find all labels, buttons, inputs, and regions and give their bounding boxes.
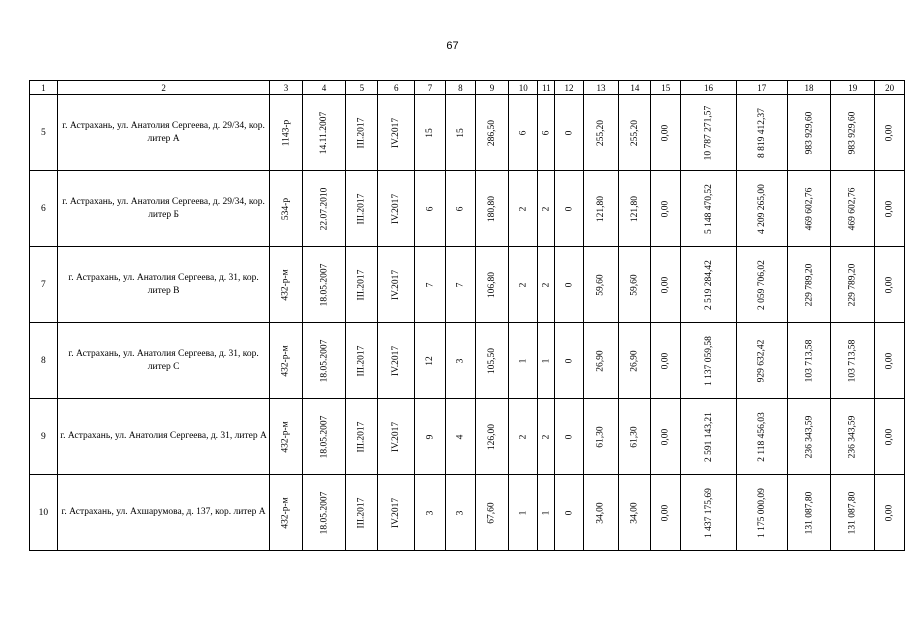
rotated-value: 286,50 bbox=[487, 119, 497, 146]
header-row bbox=[30, 81, 905, 95]
header-cell: 7 bbox=[415, 81, 445, 95]
table-cell bbox=[270, 171, 302, 247]
table-cell bbox=[270, 399, 302, 475]
table-cell bbox=[476, 323, 509, 399]
rotated-value: 432-р-м bbox=[281, 496, 291, 529]
table-cell bbox=[831, 399, 875, 475]
table-cell bbox=[346, 323, 378, 399]
rotated-value: 2 519 284,42 bbox=[703, 259, 714, 310]
rotated-value: 1 bbox=[518, 510, 529, 515]
rotated-value: 121,80 bbox=[596, 195, 607, 222]
table-cell bbox=[619, 247, 651, 323]
table-cell bbox=[875, 95, 905, 171]
rotated-value: 2 591 143,21 bbox=[703, 411, 714, 462]
rotated-value: 0 bbox=[563, 434, 574, 439]
rotated-value: 1143-р bbox=[281, 119, 291, 146]
rotated-value: 229 789,20 bbox=[847, 263, 858, 306]
table-cell bbox=[346, 95, 378, 171]
table-cell bbox=[508, 171, 537, 247]
table-cell bbox=[538, 399, 555, 475]
table-cell bbox=[651, 399, 681, 475]
table-cell bbox=[831, 247, 875, 323]
table-cell bbox=[302, 171, 346, 247]
rotated-value: 61,30 bbox=[596, 425, 607, 448]
rotated-value: 1 175 000,09 bbox=[756, 487, 767, 538]
rotated-value: 22.07.2010 bbox=[319, 187, 330, 230]
header-cell: 2 bbox=[57, 81, 269, 95]
table-cell bbox=[476, 95, 509, 171]
table-cell bbox=[555, 171, 584, 247]
rotated-value: 255,20 bbox=[596, 119, 607, 146]
table-cell bbox=[831, 171, 875, 247]
table-cell bbox=[538, 247, 555, 323]
rotated-value: 34,00 bbox=[629, 501, 640, 524]
page-number: 67 bbox=[446, 40, 459, 52]
table-cell bbox=[508, 323, 537, 399]
rotated-value: 4 209 265,00 bbox=[756, 183, 767, 234]
rotated-value: IV.2017 bbox=[391, 497, 402, 528]
table-cell bbox=[476, 247, 509, 323]
table-cell bbox=[681, 475, 737, 551]
rotated-value: 18.05.2007 bbox=[319, 339, 330, 382]
table-cell bbox=[555, 247, 584, 323]
table-cell bbox=[445, 171, 475, 247]
table-cell: 10 bbox=[30, 475, 58, 551]
table-cell bbox=[681, 323, 737, 399]
table-cell bbox=[619, 323, 651, 399]
table-cell bbox=[651, 171, 681, 247]
rotated-value: 67,60 bbox=[487, 501, 497, 524]
rotated-value: 2 bbox=[518, 282, 529, 287]
rotated-value: 59,60 bbox=[629, 273, 640, 296]
rotated-value: 0 bbox=[563, 510, 574, 515]
table-row bbox=[30, 323, 905, 399]
rotated-value: III.2017 bbox=[356, 193, 367, 224]
table-cell bbox=[681, 95, 737, 171]
table-cell bbox=[555, 95, 584, 171]
table-cell bbox=[508, 399, 537, 475]
rotated-value: 6 bbox=[518, 130, 529, 135]
header-cell: 4 bbox=[302, 81, 346, 95]
table-cell bbox=[681, 171, 737, 247]
header-cell: 17 bbox=[736, 81, 787, 95]
rotated-value: 2 118 456,03 bbox=[756, 411, 767, 462]
table-cell bbox=[651, 247, 681, 323]
table-cell bbox=[378, 323, 415, 399]
table-row bbox=[30, 247, 905, 323]
table-cell bbox=[538, 171, 555, 247]
header-cell: 20 bbox=[875, 81, 905, 95]
rotated-value: 2 bbox=[518, 206, 529, 211]
rotated-value: 1 437 175,69 bbox=[703, 487, 714, 538]
rotated-value: 0,00 bbox=[884, 200, 895, 217]
rotated-value: 2 059 706,02 bbox=[756, 259, 767, 310]
header-cell: 16 bbox=[681, 81, 737, 95]
rotated-value: IV.2017 bbox=[391, 269, 402, 300]
table-cell bbox=[508, 95, 537, 171]
table-cell bbox=[651, 475, 681, 551]
table-row bbox=[30, 475, 905, 551]
table-cell bbox=[378, 95, 415, 171]
rotated-value: 6 bbox=[455, 206, 466, 211]
rotated-value: 534-р bbox=[280, 197, 291, 220]
rotated-value: 0 bbox=[563, 130, 574, 135]
table-cell bbox=[736, 95, 787, 171]
rotated-value: III.2017 bbox=[356, 117, 367, 148]
rotated-value: 3 bbox=[424, 510, 435, 515]
header-cell: 11 bbox=[538, 81, 555, 95]
rotated-value: 0 bbox=[563, 358, 574, 363]
rotated-value: III.2017 bbox=[356, 421, 367, 452]
table-cell bbox=[415, 95, 445, 171]
table-cell bbox=[346, 475, 378, 551]
table-cell: 9 bbox=[30, 399, 58, 475]
rotated-value: 15 bbox=[455, 127, 466, 138]
table-cell bbox=[270, 247, 302, 323]
rotated-value: 469 602,76 bbox=[847, 187, 858, 230]
table-cell bbox=[538, 475, 555, 551]
rotated-value: 1 bbox=[541, 510, 552, 515]
table-cell: 7 bbox=[30, 247, 58, 323]
rotated-value: 0,00 bbox=[884, 428, 895, 445]
table-cell bbox=[681, 399, 737, 475]
rotated-value: 1 bbox=[541, 358, 552, 363]
rotated-value: 34,00 bbox=[596, 501, 607, 524]
table-cell bbox=[378, 399, 415, 475]
rotated-value: 180,80 bbox=[487, 195, 497, 222]
table-cell bbox=[415, 247, 445, 323]
table-cell bbox=[583, 323, 618, 399]
rotated-value: 15 bbox=[424, 127, 435, 138]
table-cell bbox=[415, 323, 445, 399]
table-cell: г. Астрахань, ул. Анатолия Сергеева, д. 31, кор. литер В bbox=[57, 247, 269, 323]
rotated-value: 1 bbox=[518, 358, 529, 363]
table-cell bbox=[831, 95, 875, 171]
rotated-value: 3 bbox=[455, 510, 466, 515]
table-cell bbox=[619, 95, 651, 171]
rotated-value: 0,00 bbox=[660, 276, 671, 293]
header-cell: 8 bbox=[445, 81, 475, 95]
rotated-value: 432-р-м bbox=[281, 344, 291, 377]
table-cell bbox=[445, 399, 475, 475]
header-cell: 10 bbox=[508, 81, 537, 95]
table-cell bbox=[875, 475, 905, 551]
table-cell bbox=[583, 171, 618, 247]
table-cell bbox=[787, 323, 831, 399]
rotated-value: 59,60 bbox=[596, 273, 607, 296]
rotated-value: 131 087,80 bbox=[847, 491, 858, 534]
rotated-value: 18.05.2007 bbox=[319, 263, 330, 306]
table-cell bbox=[302, 399, 346, 475]
table-cell: 8 bbox=[30, 323, 58, 399]
rotated-value: 0,00 bbox=[884, 352, 895, 369]
rotated-value: 2 bbox=[541, 282, 552, 287]
table-cell bbox=[583, 95, 618, 171]
rotated-value: 14.11.2007 bbox=[319, 111, 330, 154]
rotated-value: 0,00 bbox=[884, 124, 895, 141]
table-cell bbox=[270, 95, 302, 171]
table-cell bbox=[736, 171, 787, 247]
header-cell: 1 bbox=[30, 81, 58, 95]
rotated-value: 7 bbox=[455, 282, 466, 287]
table-cell bbox=[538, 95, 555, 171]
table-cell bbox=[476, 399, 509, 475]
rotated-value: 0,00 bbox=[660, 200, 671, 217]
rotated-value: 255,20 bbox=[629, 119, 640, 146]
rotated-value: 929 632,42 bbox=[756, 339, 767, 382]
table-cell bbox=[476, 171, 509, 247]
table-cell bbox=[787, 95, 831, 171]
header-cell: 18 bbox=[787, 81, 831, 95]
table-cell: г. Астрахань, ул. Анатолия Сергеева, д. 31, литер А bbox=[57, 399, 269, 475]
rotated-value: 103 713,58 bbox=[804, 339, 815, 382]
table-cell bbox=[346, 399, 378, 475]
rotated-value: 469 602,76 bbox=[804, 187, 815, 230]
table-cell: г. Астрахань, ул. Анатолия Сергеева, д. 29/34, кор. литер А bbox=[57, 95, 269, 171]
table-cell bbox=[831, 475, 875, 551]
rotated-value: 6 bbox=[541, 130, 552, 135]
table-cell bbox=[787, 171, 831, 247]
table-cell bbox=[681, 247, 737, 323]
table-cell bbox=[875, 247, 905, 323]
table-cell bbox=[302, 95, 346, 171]
rotated-value: 2 bbox=[541, 206, 552, 211]
rotated-value: 983 929,60 bbox=[804, 111, 815, 154]
table-cell bbox=[555, 399, 584, 475]
rotated-value: 0,00 bbox=[660, 352, 671, 369]
table-cell bbox=[302, 247, 346, 323]
table-cell bbox=[736, 323, 787, 399]
rotated-value: 0,00 bbox=[660, 124, 671, 141]
rotated-value: 0,00 bbox=[884, 504, 895, 521]
table-cell bbox=[445, 247, 475, 323]
rotated-value: 0 bbox=[563, 282, 574, 287]
rotated-value: 3 bbox=[455, 358, 466, 363]
rotated-value: 131 087,80 bbox=[804, 491, 815, 534]
table-cell: г. Астрахань, ул. Ахшарумова, д. 137, кор. литер А bbox=[57, 475, 269, 551]
table-row bbox=[30, 95, 905, 171]
table-cell bbox=[619, 171, 651, 247]
rotated-value: 0,00 bbox=[660, 428, 671, 445]
rotated-value: 432-р-м bbox=[281, 268, 291, 301]
rotated-value: 236 343,59 bbox=[847, 415, 858, 458]
rotated-value: 61,30 bbox=[629, 425, 640, 448]
header-cell: 3 bbox=[270, 81, 302, 95]
rotated-value: 0 bbox=[563, 206, 574, 211]
rotated-value: IV.2017 bbox=[391, 421, 402, 452]
table-cell bbox=[508, 475, 537, 551]
rotated-value: III.2017 bbox=[356, 345, 367, 376]
header-cell: 6 bbox=[378, 81, 415, 95]
table-cell bbox=[736, 475, 787, 551]
rotated-value: 126,00 bbox=[487, 423, 497, 450]
table-row bbox=[30, 399, 905, 475]
rotated-value: 4 bbox=[455, 434, 466, 439]
table-cell bbox=[302, 475, 346, 551]
header-cell: 19 bbox=[831, 81, 875, 95]
table-cell bbox=[302, 323, 346, 399]
table-body bbox=[30, 81, 905, 551]
table-cell bbox=[736, 247, 787, 323]
table-cell: 5 bbox=[30, 95, 58, 171]
table-cell bbox=[270, 475, 302, 551]
table-cell bbox=[875, 399, 905, 475]
table-cell bbox=[378, 171, 415, 247]
rotated-value: 2 bbox=[541, 434, 552, 439]
table-cell bbox=[619, 399, 651, 475]
table-cell bbox=[555, 475, 584, 551]
table-cell bbox=[651, 95, 681, 171]
rotated-value: 9 bbox=[424, 434, 435, 439]
table-cell bbox=[445, 323, 475, 399]
rotated-value: 229 789,20 bbox=[804, 263, 815, 306]
table-cell bbox=[787, 475, 831, 551]
table-cell bbox=[831, 323, 875, 399]
rotated-value: 26,90 bbox=[629, 349, 640, 372]
header-cell: 12 bbox=[555, 81, 584, 95]
table-cell bbox=[270, 323, 302, 399]
rotated-value: 8 819 412,37 bbox=[756, 107, 767, 158]
rotated-value: 18.05.2007 bbox=[319, 491, 330, 534]
table-cell: 6 bbox=[30, 171, 58, 247]
table-cell bbox=[875, 323, 905, 399]
table-cell bbox=[346, 171, 378, 247]
rotated-value: 105,50 bbox=[487, 347, 497, 374]
header-cell: 14 bbox=[619, 81, 651, 95]
table-cell bbox=[415, 475, 445, 551]
rotated-value: 7 bbox=[424, 282, 435, 287]
table-cell bbox=[583, 475, 618, 551]
table-cell bbox=[476, 475, 509, 551]
table-cell bbox=[508, 247, 537, 323]
rotated-value: 5 148 470,52 bbox=[703, 183, 714, 234]
table-cell bbox=[583, 247, 618, 323]
table-cell bbox=[583, 399, 618, 475]
table-cell bbox=[378, 247, 415, 323]
table-cell bbox=[538, 323, 555, 399]
table-cell bbox=[619, 475, 651, 551]
rotated-value: 18.05.2007 bbox=[319, 415, 330, 458]
table-cell bbox=[415, 399, 445, 475]
rotated-value: 0,00 bbox=[660, 504, 671, 521]
table-cell bbox=[445, 95, 475, 171]
table-cell bbox=[787, 247, 831, 323]
header-cell: 15 bbox=[651, 81, 681, 95]
rotated-value: IV.2017 bbox=[391, 345, 402, 376]
rotated-value: IV.2017 bbox=[391, 193, 402, 224]
table-cell bbox=[415, 171, 445, 247]
rotated-value: IV.2017 bbox=[391, 117, 402, 148]
rotated-value: 1 137 059,58 bbox=[703, 335, 714, 386]
rotated-value: 103 713,58 bbox=[847, 339, 858, 382]
rotated-value: 432-р-м bbox=[281, 420, 291, 453]
header-cell: 5 bbox=[346, 81, 378, 95]
rotated-value: 2 bbox=[518, 434, 529, 439]
table-cell bbox=[346, 247, 378, 323]
rotated-value: 983 929,60 bbox=[847, 111, 858, 154]
housing-table bbox=[29, 80, 905, 551]
table-cell bbox=[378, 475, 415, 551]
table-cell bbox=[787, 399, 831, 475]
table-cell bbox=[651, 323, 681, 399]
table-cell: г. Астрахань, ул. Анатолия Сергеева, д. 31, кор. литер С bbox=[57, 323, 269, 399]
table-cell bbox=[445, 475, 475, 551]
rotated-value: 6 bbox=[424, 206, 435, 211]
rotated-value: III.2017 bbox=[356, 497, 367, 528]
rotated-value: 121,80 bbox=[629, 195, 640, 222]
table-row bbox=[30, 171, 905, 247]
rotated-value: 12 bbox=[424, 355, 435, 366]
header-cell: 13 bbox=[583, 81, 618, 95]
rotated-value: 0,00 bbox=[884, 276, 895, 293]
table-cell bbox=[555, 323, 584, 399]
table-cell bbox=[875, 171, 905, 247]
rotated-value: 10 787 271,57 bbox=[703, 105, 714, 160]
header-cell: 9 bbox=[476, 81, 509, 95]
rotated-value: III.2017 bbox=[356, 269, 367, 300]
rotated-value: 236 343,59 bbox=[804, 415, 815, 458]
rotated-value: 26,90 bbox=[596, 349, 607, 372]
table-cell: г. Астрахань, ул. Анатолия Сергеева, д. 29/34, кор. литер Б bbox=[57, 171, 269, 247]
rotated-value: 106,80 bbox=[487, 271, 497, 298]
table-cell bbox=[736, 399, 787, 475]
